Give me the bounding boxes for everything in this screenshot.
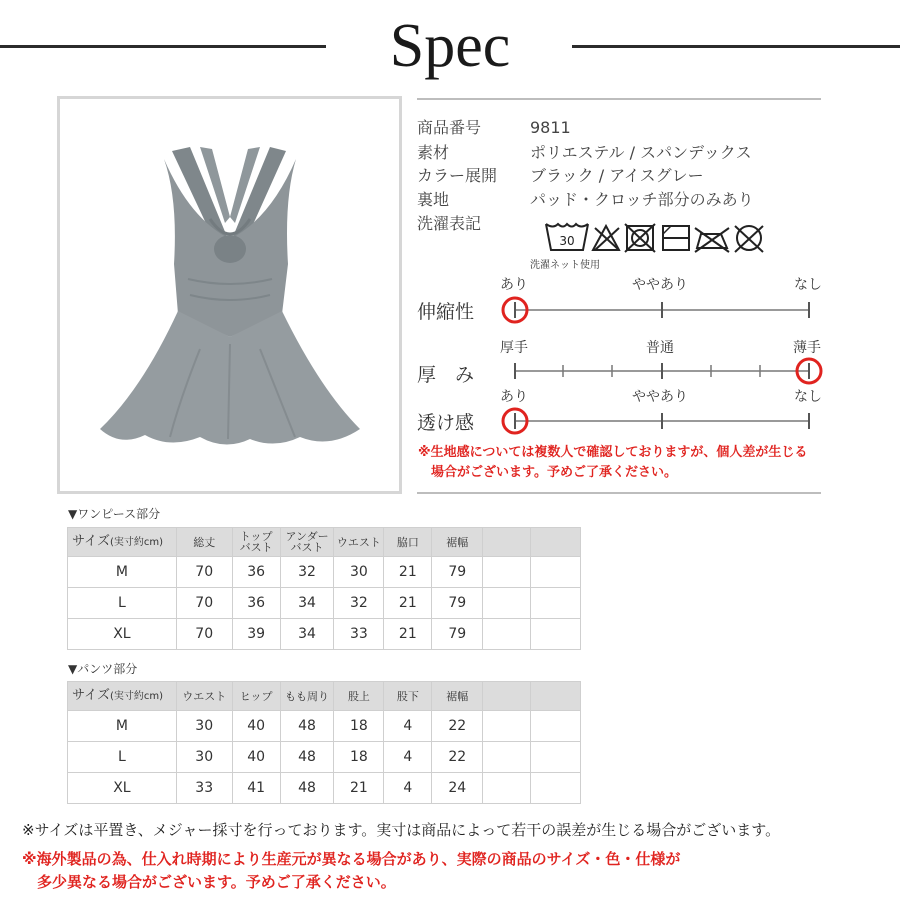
table-cell: 21: [384, 619, 432, 650]
no-dry-clean-icon: [735, 226, 763, 252]
no-tumble-dry-icon: [625, 224, 655, 252]
table-cell: 79: [432, 619, 483, 650]
table-cell: 70: [176, 557, 232, 588]
column-header: [483, 682, 531, 711]
table-cell: 32: [280, 557, 334, 588]
size-header: サイズ(実寸約cm): [68, 682, 177, 711]
table-cell: [483, 742, 531, 773]
table-cell: 48: [280, 742, 334, 773]
scale-sheer-left: あり: [500, 389, 528, 405]
scale-thickness-mid: 普通: [646, 340, 674, 356]
scale-stretch-left: あり: [500, 277, 528, 293]
pants-section-label: ▼パンツ部分: [68, 662, 138, 676]
column-header-line: アンダー バスト: [285, 530, 329, 554]
table-cell: 79: [432, 557, 483, 588]
column-header: ヒップ: [232, 682, 280, 711]
column-header: 裾幅: [432, 528, 483, 557]
import-note-line1: ※海外製品の為、仕入れ時期により生産元が異なる場合があり、実際の商品のサイズ・色・仕様が: [22, 850, 681, 868]
spec-label-colors: カラー展開: [417, 166, 498, 185]
table-cell: 36: [232, 557, 280, 588]
table-cell: 21: [384, 557, 432, 588]
table-cell: [531, 742, 581, 773]
table-cell: [483, 711, 531, 742]
column-header: 裾幅: [432, 682, 483, 711]
column-header: もも周り: [280, 682, 334, 711]
table-cell: 41: [232, 773, 280, 804]
table-cell: [483, 588, 531, 619]
table-cell: 48: [280, 711, 334, 742]
spec-label-care: 洗濯表記: [417, 214, 482, 233]
table-cell: 40: [232, 711, 280, 742]
size-cell: L: [68, 742, 177, 773]
onepiece-size-table: [67, 527, 581, 650]
spec-value-material: ポリエステル / スパンデックス: [530, 143, 752, 162]
no-iron-icon: [695, 228, 729, 252]
column-header: [280, 528, 334, 557]
table-cell: [531, 773, 581, 804]
product-photo: [57, 96, 402, 494]
table-header-row: [68, 682, 581, 711]
column-header: 総丈: [176, 528, 232, 557]
table-cell: 24: [432, 773, 483, 804]
care-icons: [543, 214, 793, 254]
scale-sheer-right: なし: [794, 389, 822, 405]
table-cell: 18: [334, 711, 384, 742]
table-cell: 40: [232, 742, 280, 773]
table-cell: 4: [384, 773, 432, 804]
table-cell: [483, 619, 531, 650]
pants-size-table: [67, 681, 581, 804]
column-header: ウエスト: [334, 528, 384, 557]
table-cell: 34: [280, 588, 334, 619]
size-header: サイズ(実寸約cm): [68, 528, 177, 557]
table-cell: 36: [232, 588, 280, 619]
spec-bottom-rule: [417, 492, 821, 494]
table-cell: 33: [334, 619, 384, 650]
spec-value-colors: ブラック / アイスグレー: [530, 166, 704, 185]
no-bleach-icon: [593, 226, 619, 250]
table-cell: 79: [432, 588, 483, 619]
size-cell: XL: [68, 773, 177, 804]
size-cell: M: [68, 557, 177, 588]
table-cell: 21: [384, 588, 432, 619]
spec-label-material: 素材: [417, 143, 450, 162]
table-row: [68, 619, 581, 650]
column-header: [531, 682, 581, 711]
scale-sheer-mid: ややあり: [632, 389, 688, 405]
table-cell: [531, 588, 581, 619]
table-row: [68, 742, 581, 773]
table-cell: 32: [334, 588, 384, 619]
column-header: 脇口: [384, 528, 432, 557]
column-header: [232, 528, 280, 557]
table-cell: 70: [176, 588, 232, 619]
scale-sheer: [495, 405, 825, 437]
table-cell: [483, 557, 531, 588]
scale-thickness: [495, 355, 825, 387]
table-cell: 4: [384, 742, 432, 773]
table-cell: 48: [280, 773, 334, 804]
column-header: 股上: [334, 682, 384, 711]
scale-stretch-right: なし: [794, 277, 822, 293]
table-cell: 34: [280, 619, 334, 650]
line-dry-shade-icon: [663, 226, 689, 250]
table-cell: 4: [384, 711, 432, 742]
table-row: [68, 588, 581, 619]
table-cell: [531, 557, 581, 588]
table-row: [68, 711, 581, 742]
table-cell: 21: [334, 773, 384, 804]
table-row: [68, 773, 581, 804]
scale-thickness-right: 薄手: [793, 340, 821, 356]
table-cell: 70: [176, 619, 232, 650]
table-cell: 22: [432, 742, 483, 773]
fabric-warning-line1: ※生地感については複数人で確認しておりますが、個人差が生じる: [418, 445, 808, 460]
table-cell: 30: [176, 711, 232, 742]
table-cell: [531, 619, 581, 650]
scale-stretch-label: 伸縮性: [417, 301, 475, 323]
svg-text:30: 30: [559, 234, 575, 248]
table-row: [68, 557, 581, 588]
column-header: [483, 528, 531, 557]
size-cell: M: [68, 711, 177, 742]
column-header: 股下: [384, 682, 432, 711]
table-cell: 18: [334, 742, 384, 773]
table-cell: 22: [432, 711, 483, 742]
scale-thickness-label: 厚 み: [417, 364, 475, 386]
size-cell: XL: [68, 619, 177, 650]
spec-label-item-number: 商品番号: [417, 118, 482, 137]
scale-stretch-mid: ややあり: [632, 277, 688, 293]
onepiece-section-label: ▼ワンピース部分: [68, 507, 161, 521]
scale-sheer-label: 透け感: [417, 412, 475, 434]
table-cell: 30: [334, 557, 384, 588]
column-header: ウエスト: [176, 682, 232, 711]
measurement-note: ※サイズは平置き、メジャー採寸を行っております。実寸は商品によって若干の誤差が生じる場合がございます。: [22, 821, 781, 839]
size-cell: L: [68, 588, 177, 619]
scale-stretch: [495, 294, 825, 326]
column-header-line: トップ バスト: [239, 530, 273, 554]
page-title: Spec: [389, 12, 511, 80]
swimdress-illustration: [60, 99, 399, 491]
import-note-line2: 多少異なる場合がございます。予めご了承ください。: [22, 873, 396, 891]
table-cell: [531, 711, 581, 742]
scale-thickness-left: 厚手: [500, 340, 528, 356]
table-cell: [483, 773, 531, 804]
table-cell: 30: [176, 742, 232, 773]
spec-label-lining: 裏地: [417, 190, 450, 209]
fabric-warning-line2: 場合がございます。予めご了承ください。: [418, 465, 677, 480]
table-header-row: [68, 528, 581, 557]
table-cell: 39: [232, 619, 280, 650]
table-cell: 33: [176, 773, 232, 804]
spec-value-item-number: 9811: [530, 118, 571, 137]
column-header: [531, 528, 581, 557]
spec-value-lining: パッド・クロッチ部分のみあり: [530, 190, 754, 209]
care-note: 洗濯ネット使用: [530, 260, 600, 271]
wash-30-icon: [546, 224, 588, 250]
spec-top-rule: [417, 98, 821, 100]
